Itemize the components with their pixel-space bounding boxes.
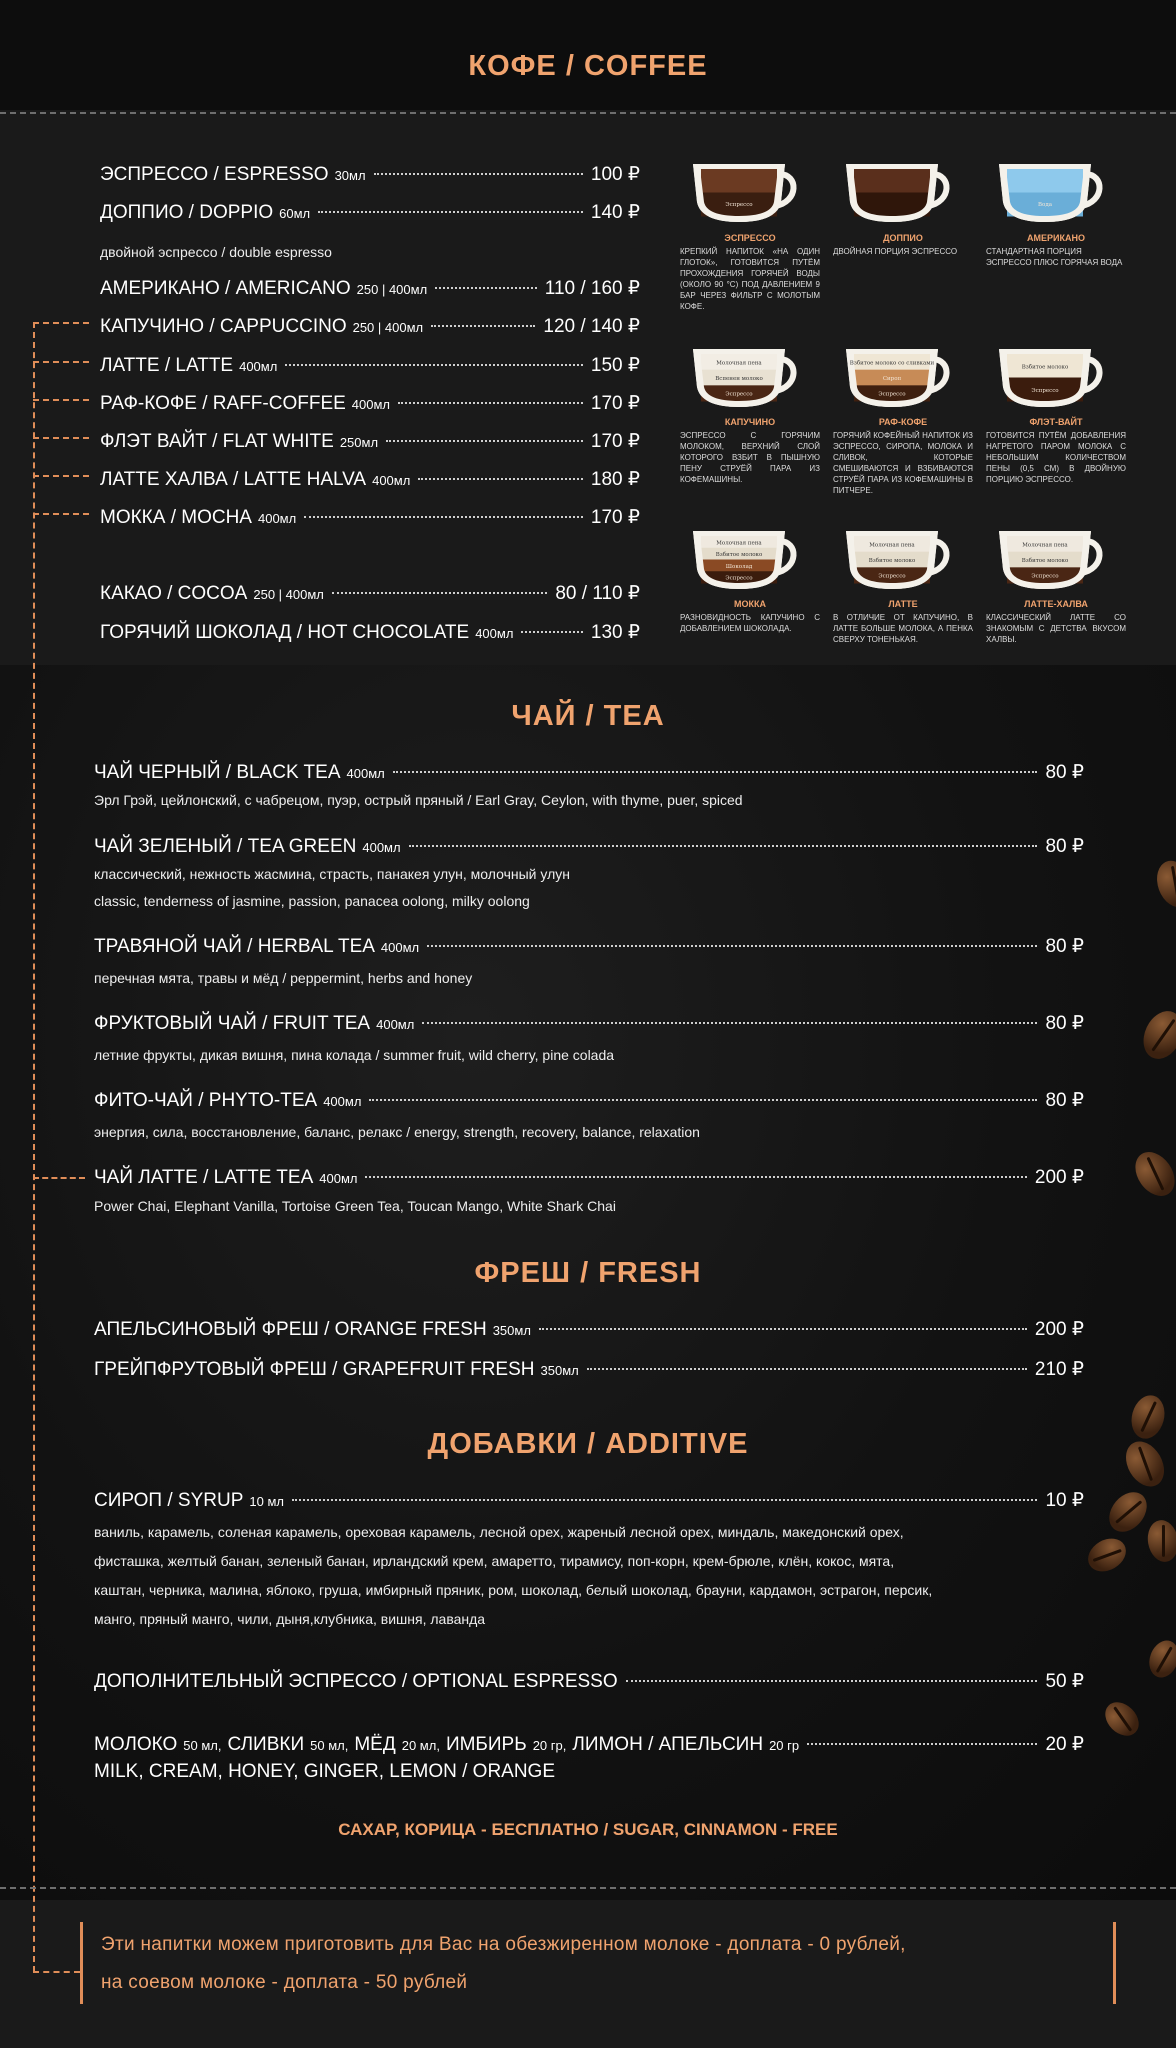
extra-honey-volume: 20 мл, — [401, 1738, 440, 1753]
connector-note — [33, 1971, 80, 1973]
menu-item-optional-espresso — [94, 1670, 1084, 1693]
item-volume: 400мл — [362, 840, 401, 855]
extras-english — [94, 1761, 555, 1783]
item-name: ЭСПРЕССО / ESPRESSO — [100, 164, 329, 185]
menu-item-cocoa — [100, 582, 640, 605]
dot-leader — [521, 631, 583, 633]
connector-line — [33, 322, 35, 1972]
black-tea-desc: Эрл Грэй, цейлонский, с чабрецом, пуэр, острый пряный / Earl Gray, Ceylon, with thyme, puer, spiced — [94, 792, 743, 808]
cup-layer-label: Эспрессо — [1031, 387, 1059, 394]
item-price: 80 ₽ — [1045, 836, 1084, 857]
dot-leader — [418, 478, 583, 480]
dot-leader — [587, 1368, 1027, 1370]
item-volume: 350мл — [540, 1363, 579, 1378]
extra-honey: МЁД — [354, 1734, 396, 1755]
cup-icon — [838, 160, 958, 230]
item-name: ЛАТТЕ ХАЛВА / LATTE HALVA — [100, 469, 367, 490]
item-volume: 30мл — [334, 168, 366, 183]
menu-item-orange-fresh — [94, 1318, 1084, 1341]
menu-item-extras — [94, 1733, 1084, 1756]
syrup-flavors-line-3: каштан, черника, малина, яблоко, груша, имбирный пряник, ром, шоколад, белый шоколад, брауни, кардамон, эстрагон, персик, — [94, 1582, 933, 1598]
dot-leader — [374, 173, 583, 175]
syrup-flavors-line-2: фисташка, желтый банан, зеленый банан, ирландский крем, амаретто, тирамису, поп-корн, крем-брюле, клён, кокос, мята, — [94, 1553, 895, 1569]
item-volume: 400мл — [319, 1171, 358, 1186]
extra-cream-volume: 50 мл, — [310, 1738, 349, 1753]
cup-description: КРЕПКИЙ НАПИТОК «НА ОДИН ГЛОТОК», ГОТОВИТСЯ ПУТЁМ ПРОХОЖДЕНИЯ ГОРЯЧЕЙ ВОДЫ (ОКОЛО 90 °С) ПОД ДАВЛЕНИЕМ 9 БАР ЧЕРЕЗ ФИЛЬТР С МОЛОТЫМ КОФЕ. — [680, 247, 820, 311]
item-name: ДОППИО / DOPPIO — [100, 202, 274, 223]
cup-layer-label: Взбитое молоко — [1021, 558, 1069, 564]
cup-icon — [991, 527, 1111, 597]
dot-leader — [369, 1099, 1037, 1101]
item-price: 100 ₽ — [590, 164, 640, 185]
cup-name: АМЕРИКАНО — [1027, 233, 1085, 243]
menu-item-herbal-tea — [94, 935, 1084, 958]
cup-layer-label: Взбитое молоко — [868, 558, 916, 564]
connector-mocha — [33, 513, 89, 515]
dot-leader — [626, 1680, 1038, 1682]
doppio-note: двойной эспрессо / double espresso — [100, 244, 332, 260]
cup-layer-label: Взбитое молоко со сливками — [849, 360, 935, 367]
item-name: ЧАЙ ЛАТТЕ / LATTE TEA — [94, 1167, 314, 1188]
item-price: 50 ₽ — [1045, 1671, 1084, 1692]
item-volume: 400мл — [372, 473, 411, 488]
dot-leader — [435, 287, 537, 289]
item-price: 80 ₽ — [1045, 936, 1084, 957]
item-name: ФЛЭТ ВАЙТ / FLAT WHITE — [100, 431, 334, 452]
menu-item-mocha — [100, 506, 640, 529]
item-name: АМЕРИКАНО / AMERICANO — [100, 278, 351, 299]
cup-layer-label: Вспенен молоко — [715, 376, 763, 382]
dot-leader — [332, 592, 547, 594]
item-price: 110 / 160 ₽ — [544, 278, 640, 299]
herbal-tea-desc: перечная мята, травы и мёд / peppermint, herbs and honey — [94, 970, 473, 986]
item-price: 80 ₽ — [1045, 1090, 1084, 1111]
item-price: 20 ₽ — [1045, 1734, 1084, 1755]
syrup-flavors-line-1: ваниль, карамель, соленая карамель, ореховая карамель, лесной орех, жареный лесной орех, миндаль, македонский орех, — [94, 1524, 904, 1540]
item-price: 80 / 110 ₽ — [555, 583, 640, 604]
cup-layer-label: Сироп — [882, 376, 902, 382]
item-volume: 250 | 400мл — [352, 320, 424, 335]
menu-item-raff — [100, 392, 640, 415]
cup-name: МОККА — [734, 599, 766, 609]
cup-icon — [991, 160, 1111, 230]
cup-description: ДВОЙНАЯ ПОРЦИЯ ЭСПРЕССО — [833, 247, 958, 256]
fruit-tea-desc: летние фрукты, дикая вишня, пина колада / summer fruit, wild cherry, pine colada — [94, 1047, 615, 1063]
cup-name: ДОППИО — [883, 233, 923, 243]
menu-item-latte-halva — [100, 468, 640, 491]
menu-item-phyto-tea — [94, 1089, 1084, 1112]
menu-item-cappuccino — [100, 315, 640, 338]
coffee-section-title: КОФЕ / COFFEE — [468, 50, 708, 82]
dot-leader — [807, 1743, 1037, 1745]
item-volume: 60мл — [279, 206, 311, 221]
cup-description: ЭСПРЕССО С ГОРЯЧИМ МОЛОКОМ, ВЕРХНИЙ СЛОЙ КОТОРОГО ВЗБИТ В ПЫШНУЮ ПЕНУ СТРУЁЙ ПАРА ИЗ КОФЕМАШИНЫ. — [680, 431, 820, 484]
item-price: 180 ₽ — [590, 469, 640, 490]
item-volume: 400мл — [346, 766, 385, 781]
divider-top — [0, 112, 1176, 114]
connector-latte-halva — [33, 475, 89, 477]
item-volume: 400мл — [239, 359, 278, 374]
cup-layer — [854, 169, 930, 193]
cup-layer-label: Вода — [1037, 202, 1053, 208]
item-price: 200 ₽ — [1034, 1167, 1084, 1188]
extra-lemon-volume: 20 гр — [769, 1738, 800, 1753]
item-volume: 10 мл — [249, 1494, 284, 1509]
item-price: 120 / 140 ₽ — [543, 316, 640, 337]
item-name: ЛАТТЕ / LATTE — [100, 355, 234, 376]
item-price: 210 ₽ — [1034, 1359, 1084, 1380]
item-name: МОККА / MOCHA — [100, 507, 252, 528]
fresh-section-title: ФРЕШ / FRESH — [474, 1257, 702, 1289]
menu-item-americano — [100, 277, 640, 300]
cup-icon — [838, 527, 958, 597]
menu-item-syrup — [94, 1489, 1084, 1512]
connector-flat-white — [33, 437, 89, 439]
dot-leader — [285, 364, 583, 366]
item-name: ТРАВЯНОЙ ЧАЙ / HERBAL TEA — [94, 936, 375, 957]
cup-icon — [685, 527, 805, 597]
item-volume: 250мл — [339, 435, 379, 450]
syrup-flavors-line-4: манго, пряный манго, чили, дыня,клубника, вишня, лаванда — [94, 1611, 486, 1627]
cup-layer-label: Эспрессо — [878, 573, 906, 580]
item-price: 80 ₽ — [1045, 1013, 1084, 1034]
cup-icon — [685, 160, 805, 230]
item-volume: 400мл — [323, 1094, 362, 1109]
cup-layer-label: Молочная пена — [716, 360, 762, 367]
cup-name: КАПУЧИНО — [724, 417, 776, 427]
extra-ginger: ИМБИРЬ — [445, 1734, 527, 1755]
item-price: 200 ₽ — [1034, 1319, 1084, 1340]
green-tea-desc-ru: классический, нежность жасмина, страсть, панакея улун, молочный улун — [94, 866, 570, 882]
item-price: 140 ₽ — [590, 202, 640, 223]
item-name: СИРОП / SYRUP — [94, 1490, 244, 1511]
item-name: РАФ-КОФЕ / RAFF-COFFEE — [100, 393, 346, 414]
menu-item-flat-white — [100, 430, 640, 453]
dot-leader — [539, 1328, 1027, 1330]
connector-raff — [33, 399, 89, 401]
cup-layer — [1007, 169, 1083, 193]
item-volume: 400мл — [380, 940, 420, 955]
cup-layer-label: Молочная пена — [869, 542, 915, 549]
connector-latte — [33, 361, 89, 363]
item-volume: 250 | 400мл — [356, 282, 428, 297]
cup-layer — [701, 169, 777, 193]
item-name: ЧАЙ ЧЕРНЫЙ / BLACK TEA — [94, 762, 341, 783]
menu-item-doppio — [100, 201, 640, 224]
skim-soy-milk-note — [80, 1922, 1116, 2004]
dot-leader — [409, 845, 1038, 847]
note-line-2: на соевом молоке - доплата - 50 рублей — [101, 1972, 468, 1993]
extra-cream: СЛИВКИ — [227, 1734, 305, 1755]
cup-layer-label: Эспрессо — [1031, 573, 1059, 580]
cup-description: РАЗНОВИДНОСТЬ КАПУЧИНО С ДОБАВЛЕНИЕМ ШОКОЛАДА. — [680, 613, 820, 633]
dot-leader — [398, 402, 583, 404]
extra-lemon-orange: ЛИМОН / АПЕЛЬСИН — [572, 1734, 764, 1755]
green-tea-desc-en: classic, tenderness of jasmine, passion, panacea oolong, milky oolong — [94, 893, 530, 909]
item-price: 130 ₽ — [590, 622, 640, 643]
cup-layer-label: Эспрессо — [725, 391, 753, 398]
cup-description: КЛАССИЧЕСКИЙ ЛАТТЕ СО ЗНАКОМЫМ С ДЕТСТВА ВКУСОМ ХАЛВЫ. — [986, 613, 1126, 644]
cup-layer-label: Молочная пена — [1022, 542, 1068, 549]
tea-section-title: ЧАЙ / TEA — [511, 700, 665, 732]
item-name: ФИТО-ЧАЙ / PHYTO-TEA — [94, 1090, 318, 1111]
dot-leader — [393, 771, 1038, 773]
cup-description: В ОТЛИЧИЕ ОТ КАПУЧИНО, В ЛАТТЕ БОЛЬШЕ МОЛОКА, А ПЕНКА СВЕРХУ ТОНЕНЬКАЯ. — [833, 613, 973, 644]
connector-latte-tea — [33, 1177, 85, 1179]
dot-leader — [292, 1499, 1038, 1501]
item-price: 170 ₽ — [590, 393, 640, 414]
free-additives-note: САХАР, КОРИЦА - БЕСПЛАТНО / SUGAR, CINNAMON - FREE — [338, 1820, 838, 1839]
extra-milk-volume: 50 мл, — [183, 1738, 222, 1753]
item-name: ФРУКТОВЫЙ ЧАЙ / FRUIT TEA — [94, 1013, 371, 1034]
item-volume: 400мл — [376, 1017, 415, 1032]
dot-leader — [365, 1176, 1026, 1178]
cup-description: СТАНДАРТНАЯ ПОРЦИЯ ЭСПРЕССО ПЛЮС ГОРЯЧАЯ ВОДА — [986, 247, 1123, 267]
dot-leader — [386, 440, 583, 442]
cup-description: ГОРЯЧИЙ КОФЕЙНЫЙ НАПИТОК ИЗ ЭСПРЕССО, СИРОПА, МОЛОКА И СЛИВОК, КОТОРЫЕ СМЕШИВАЮТСЯ И ВЗБИВАЮТСЯ СТРУЁЙ ПАРА ИЗ КОФЕМАШИНЫ В ПИТЧЕРЕ. — [833, 431, 973, 495]
cup-name: ЛАТТЕ-ХАЛВА — [1024, 599, 1088, 609]
dot-leader — [431, 325, 535, 327]
cup-name: ЭСПРЕССО — [724, 233, 776, 243]
item-name: ДОПОЛНИТЕЛЬНЫЙ ЭСПРЕССО / OPTIONAL ESPRESSO — [94, 1671, 618, 1692]
item-name: КАКАО / COCOA — [100, 583, 248, 604]
item-price: 150 ₽ — [590, 355, 640, 376]
latte-tea-desc: Power Chai, Elephant Vanilla, Tortoise Green Tea, Toucan Mango, White Shark Chai — [94, 1198, 616, 1214]
extras-english-text: MILK, CREAM, HONEY, GINGER, LEMON / ORANGE — [94, 1761, 556, 1782]
dot-leader — [304, 516, 583, 518]
cup-name: ЛАТТЕ — [888, 599, 918, 609]
cup-layer-label: Молочная пена — [716, 540, 762, 547]
cup-layer-label: Эспрессо — [725, 575, 753, 582]
dot-leader — [427, 945, 1037, 947]
cup-layer-label: Эспрессо — [878, 391, 906, 398]
menu-item-grapefruit-fresh — [94, 1358, 1084, 1381]
cup-icon — [991, 345, 1111, 415]
phyto-tea-desc: энергия, сила, восстановление, баланс, релакс / energy, strength, recovery, balance, relaxation — [94, 1124, 700, 1140]
menu-item-fruit-tea — [94, 1012, 1084, 1035]
cup-layer-label: Шоколад — [725, 563, 753, 570]
cup-layer-label: Эспрессо — [725, 202, 753, 208]
item-price: 80 ₽ — [1045, 762, 1084, 783]
item-volume: 400мл — [351, 397, 391, 412]
item-name: АПЕЛЬСИНОВЫЙ ФРЕШ / ORANGE FRESH — [94, 1319, 487, 1340]
item-volume: 250 | 400мл — [253, 587, 324, 602]
menu-item-black-tea — [94, 761, 1084, 784]
menu-item-green-tea — [94, 835, 1084, 858]
extra-ginger-volume: 20 гр, — [532, 1738, 567, 1753]
cup-description: ГОТОВИТСЯ ПУТЁМ ДОБАВЛЕНИЯ НАГРЕТОГО ПАРОМ МОЛОКА С НЕБОЛЬШИМ КОЛИЧЕСТВОМ ПЕНЫ (0,5 СМ) В ДВОЙНУЮ ПОРЦИЮ ЭСПРЕССО. — [986, 431, 1126, 484]
additive-section-title: ДОБАВКИ / ADDITIVE — [427, 1428, 749, 1460]
item-volume: 400мл — [475, 626, 514, 641]
dot-leader — [422, 1022, 1037, 1024]
cup-layer-label: Взбитое молоко — [1021, 364, 1069, 371]
item-price: 170 ₽ — [590, 431, 640, 452]
cup-name: РАФ-КОФЕ — [878, 417, 928, 427]
extra-milk: МОЛОКО — [94, 1734, 178, 1755]
dot-leader — [318, 211, 583, 213]
item-price: 170 ₽ — [590, 507, 640, 528]
menu-item-latte-tea — [94, 1166, 1084, 1189]
cup-icon — [685, 345, 805, 415]
menu-item-hot-chocolate — [100, 621, 640, 644]
item-price: 10 ₽ — [1045, 1490, 1084, 1511]
menu-item-latte — [100, 354, 640, 377]
divider-bottom — [0, 1887, 1176, 1889]
cup-layer-label: Взбитое молоко — [715, 552, 763, 559]
note-line-1: Эти напитки можем приготовить для Вас на обезжиренном молоке - доплата - 0 рублей, — [101, 1934, 906, 1955]
connector-cappuccino — [33, 322, 89, 324]
menu-item-espresso — [100, 163, 640, 186]
item-name: ЧАЙ ЗЕЛЕНЫЙ / TEA GREEN — [94, 836, 357, 857]
cup-icon — [838, 345, 958, 415]
item-volume: 400мл — [257, 511, 297, 526]
item-name: КАПУЧИНО / CAPPUCCINO — [100, 316, 347, 337]
item-name: ГРЕЙПФРУТОВЫЙ ФРЕШ / GRAPEFRUIT FRESH — [94, 1359, 535, 1380]
item-name: ГОРЯЧИЙ ШОКОЛАД / HOT CHOCOLATE — [100, 622, 470, 643]
item-volume: 350мл — [492, 1323, 531, 1338]
cup-name: ФЛЭТ-ВАЙТ — [1029, 417, 1083, 427]
